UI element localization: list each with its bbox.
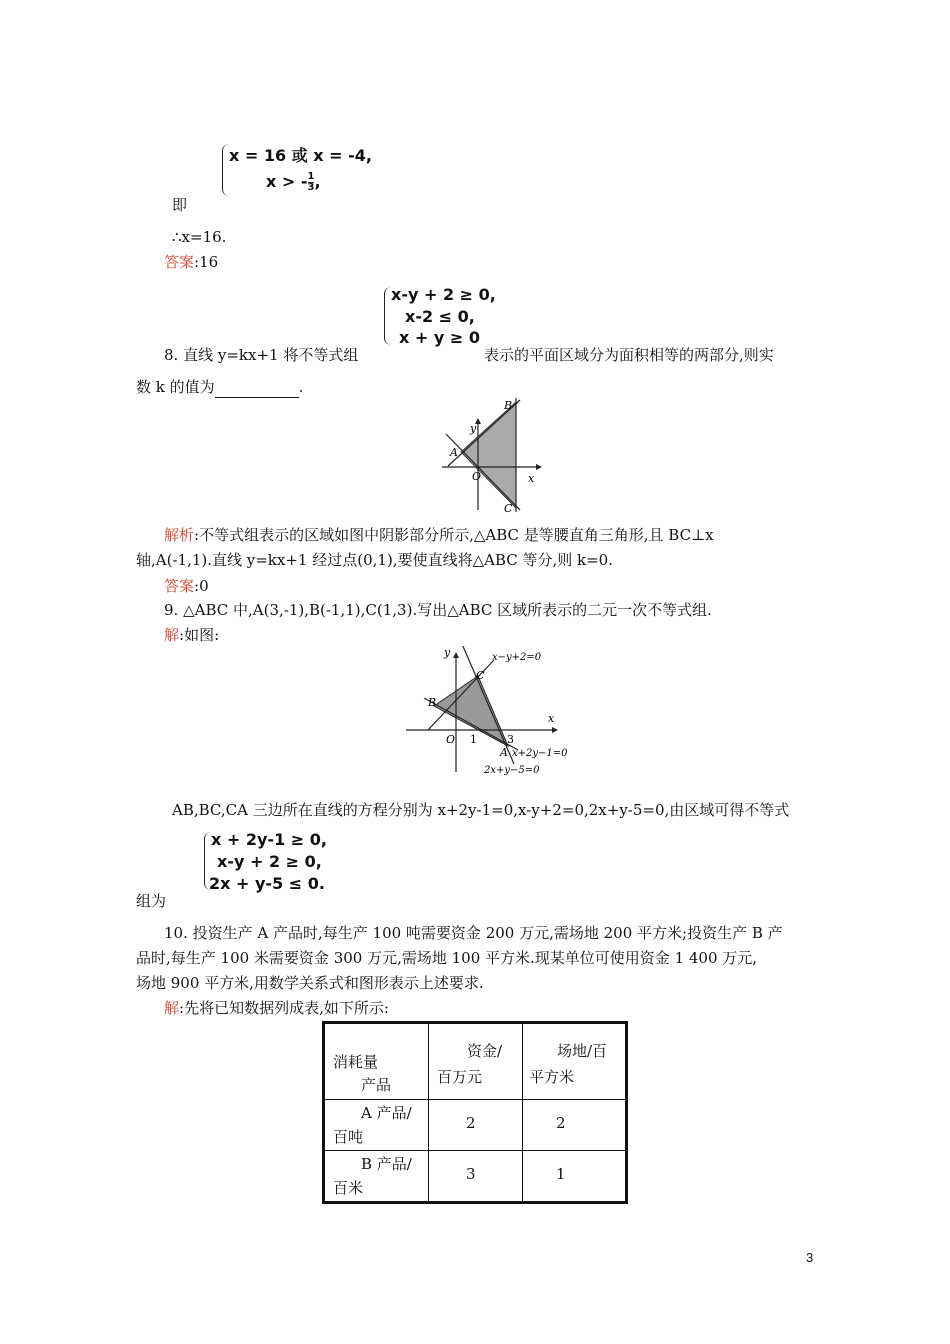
table-corner-bottom: 产品 (361, 1076, 392, 1094)
page-number: 3 (806, 1250, 814, 1265)
table-cell-area (523, 1151, 627, 1203)
table-header-area-line1: 场地/百 (557, 1042, 608, 1060)
table-cell-funds (429, 1100, 523, 1151)
q9-label-line-bc: 2x+y−5=0 (484, 765, 540, 776)
q10-data-table (322, 1021, 628, 1204)
q10-line1: 10. 投资生产 A 产品时,每生产 100 吨需要资金 200 万元,需场地 200 平方米;投资生产 B 产 (164, 924, 783, 942)
q9-label-1: 1 (470, 733, 477, 746)
table-row-a-funds: 2 (466, 1114, 476, 1132)
q7-answer: 答案:16 (164, 253, 219, 271)
q7-system-brace (222, 144, 229, 196)
q9-figure (404, 646, 584, 778)
q9-label-O: O (446, 733, 456, 746)
table-cell-funds (429, 1151, 523, 1203)
table-header-row (324, 1023, 627, 1100)
q8-label-O: O (472, 470, 482, 483)
q9-label-line-ab: x+2y−1=0 (512, 748, 568, 759)
table-row (324, 1100, 627, 1151)
q7-answer-label: 答案 (164, 253, 195, 271)
q9-y-arrow (453, 652, 459, 658)
q8-shaded-region (461, 402, 516, 508)
table-row-b-label-line1: B 产品/ (361, 1155, 412, 1173)
q8-label-B: B (504, 399, 513, 412)
q9-zu-wei: 组为 (136, 892, 167, 910)
q8-figure (436, 396, 546, 518)
q8-stem-after: 表示的平面区域分为面积相等的两部分,则实 (484, 346, 774, 364)
q8-answer-blank (215, 383, 299, 398)
q9-solution: 解:如图: (164, 626, 220, 644)
table-row-b-funds: 3 (466, 1165, 476, 1183)
q10-solution: 解:先将已知数据列成表,如下所示: (164, 999, 389, 1017)
q9-label-C: C (476, 669, 485, 682)
q9-stem: 9. △ABC 中,A(3,-1),B(-1,1),C(1,3).写出△ABC 区域所表示的二元一次不等式组. (164, 601, 712, 619)
q8-system-line2: x-2 ≤ 0, (405, 307, 475, 326)
q9-label-line-ca: x−y+2=0 (492, 652, 542, 663)
q9-label-A: A (500, 746, 508, 759)
q9-label-3: 3 (507, 733, 514, 746)
q8-analysis-label: 解析 (164, 526, 195, 544)
q8-analysis-line1: 解析:不等式组表示的区域如图中阴影部分所示,△ABC 是等腰直角三角形,且 BC⊥x (164, 526, 714, 544)
table-row-label (324, 1151, 429, 1203)
table-row-b-label-line2: 百米 (333, 1179, 364, 1197)
q9-x-arrow (552, 727, 558, 733)
q8-label-y: y (470, 422, 477, 435)
table-row-a-label-line2: 百吨 (333, 1128, 364, 1146)
q9-label-y: y (444, 646, 451, 659)
table-corner-cell (324, 1023, 429, 1100)
q8-system-line3: x + y ≥ 0 (399, 328, 480, 347)
q8-label-x: x (528, 472, 535, 485)
q8-analysis-line2: 轴,A(-1,1).直线 y=kx+1 经过点(0,1),要使直线将△ABC 等分,则 k=0. (136, 551, 613, 569)
q8-label-C: C (504, 502, 513, 515)
table-row (324, 1151, 627, 1203)
table-header-funds-line1: 资金/ (467, 1042, 503, 1060)
q9-solution-label: 解 (164, 626, 180, 644)
q8-answer: 答案:0 (164, 577, 209, 595)
q8-label-A: A (450, 446, 458, 459)
q7-therefore: ∴x=16. (172, 228, 227, 246)
q7-ji: 即 (172, 196, 188, 214)
q8-system-line1: x-y + 2 ≥ 0, (391, 285, 496, 304)
table-header-area-line2: 平方米 (529, 1068, 575, 1086)
table-header-funds-line2: 百万元 (437, 1068, 483, 1086)
table-corner-top: 消耗量 (333, 1053, 379, 1071)
q7-system-line2: x > - $\frac{1}{3}$ , (266, 171, 321, 193)
table-row-a-area: 2 (556, 1114, 566, 1132)
q10-line3: 场地 900 平方米,用数学关系式和图形表示上述要求. (136, 974, 484, 992)
q10-line2: 品时,每生产 100 米需要资金 300 万元,需场地 100 平方米.现某单位可使用资金 1 400 万元, (136, 949, 758, 967)
q10-solution-label: 解 (164, 999, 180, 1017)
table-cell-area (523, 1100, 627, 1151)
q9-label-x: x (548, 712, 555, 725)
table-row-a-label-line1: A 产品/ (361, 1104, 412, 1122)
q8-stem-before: 8. 直线 y=kx+1 将不等式组 (164, 346, 359, 364)
q8-x-arrow (536, 464, 542, 470)
q9-sides-text: AB,BC,CA 三边所在直线的方程分别为 x+2y-1=0,x-y+2=0,2x+y-5=0,由区域可得不等式 (172, 801, 790, 819)
table-row-label (324, 1100, 429, 1151)
q9-system-line1: x + 2y-1 ≥ 0, (211, 830, 327, 849)
table-header-area (523, 1023, 627, 1100)
q8-answer-label: 答案 (164, 577, 195, 595)
q8-stem-line2: 数 k 的值为 . (136, 378, 304, 396)
q9-system-line3: 2x + y-5 ≤ 0. (209, 874, 325, 893)
table-row-b-area: 1 (556, 1165, 566, 1183)
table-header-funds (429, 1023, 523, 1100)
q8-system-brace (384, 287, 391, 345)
q9-label-B: B (428, 696, 437, 709)
q9-system-line2: x-y + 2 ≥ 0, (217, 852, 322, 871)
q7-system-line1: x = 16 或 x = -4, (229, 146, 372, 165)
